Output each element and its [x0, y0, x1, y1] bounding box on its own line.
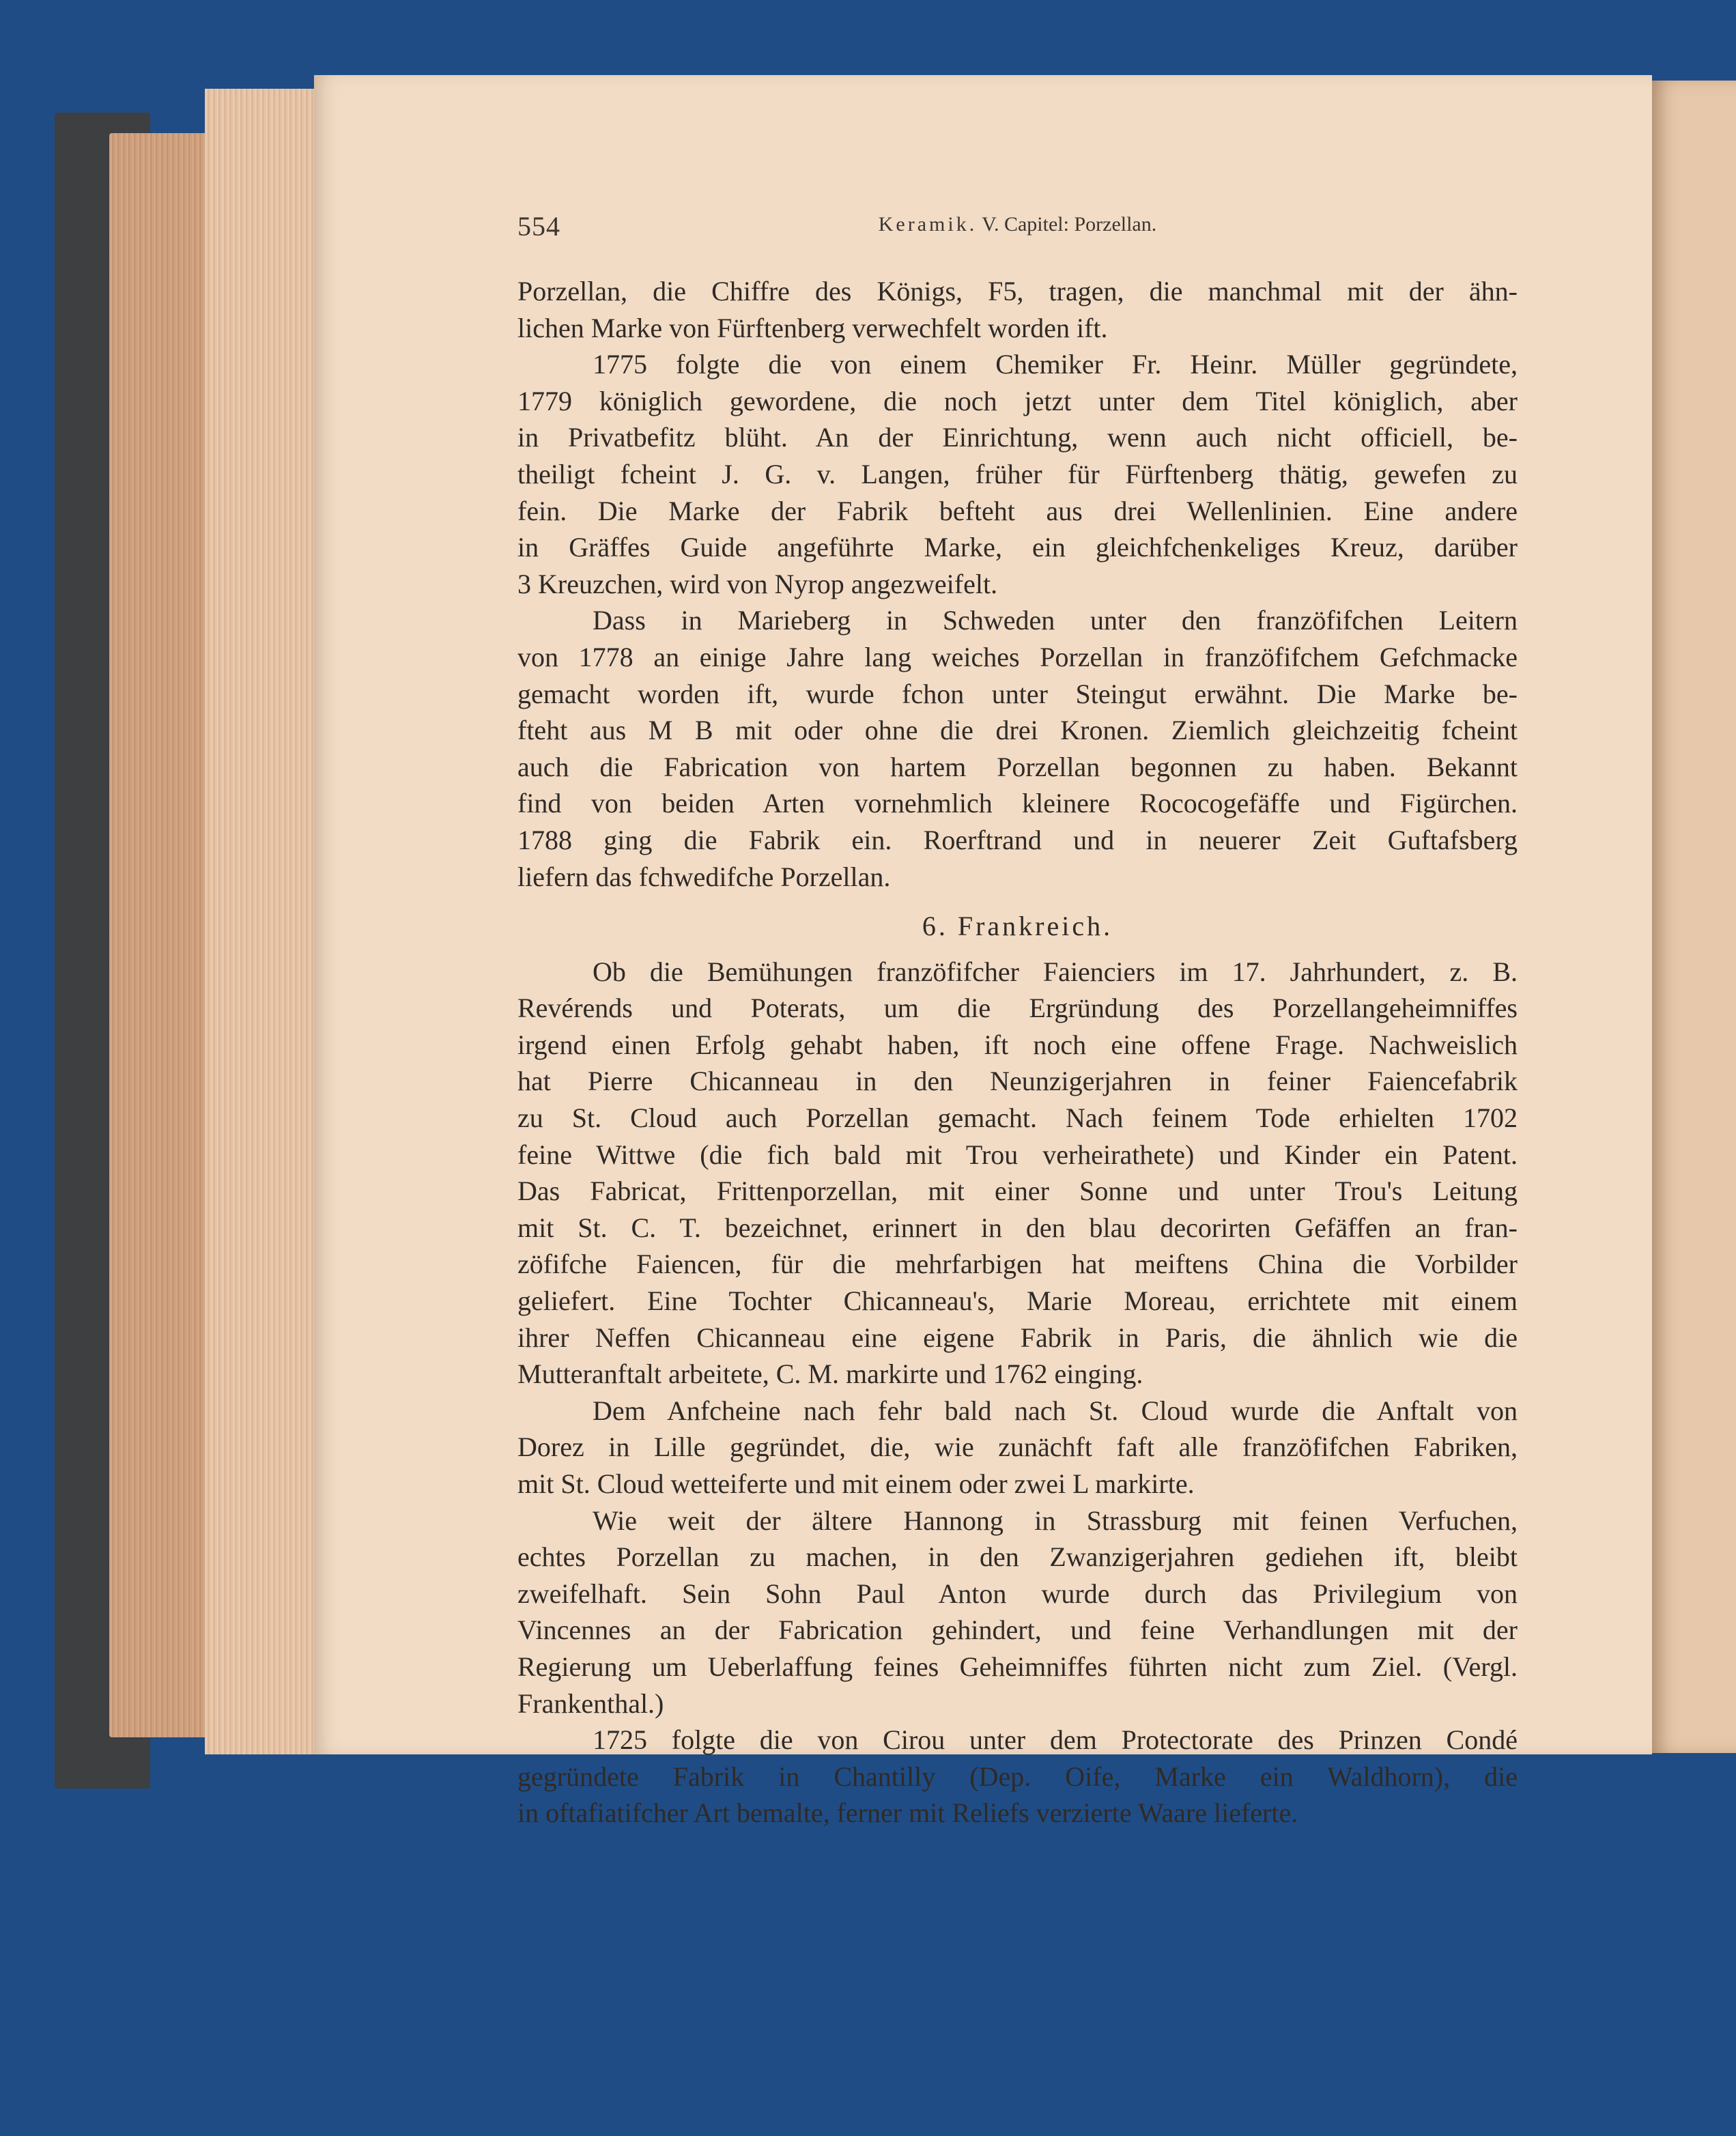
text-line: mit St. Cloud wetteiferte und mit einem oder zwei L markirte.: [517, 1468, 1195, 1499]
running-title-keramik: Keramik.: [878, 213, 978, 236]
text-line: hat Pierre Chicanneau in den Neunzigerjahren in feiner Faiencefabrik: [517, 1066, 1518, 1097]
text-line: von 1778 an einige Jahre lang weiches Porzellan in franzöfifchem Gefchmacke: [517, 641, 1518, 672]
text-line: Mutteranftalt arbeitete, C. M. markirte und 1762 einging.: [517, 1358, 1143, 1390]
text-line: geliefert. Eine Tochter Chicanneau's, Marie Moreau, errichtete mit einem: [517, 1285, 1518, 1317]
page-number: 554: [517, 211, 560, 242]
running-title: [517, 213, 1518, 236]
text-line: zu St. Cloud auch Porzellan gemacht. Nach feinem Tode erhielten 1702: [517, 1102, 1518, 1134]
page-edges-inner: [205, 89, 321, 1754]
section-heading: 6. Frankreich.: [922, 911, 1113, 942]
text-line: fteht aus M B mit oder ohne die drei Kronen. Ziemlich gleichzeitig fcheint: [517, 715, 1518, 746]
text-line: echtes Porzellan zu machen, in den Zwanzigerjahren gediehen ift, bleibt: [517, 1541, 1518, 1573]
facing-page-edge: [1651, 81, 1736, 1753]
text-line: Dorez in Lille gegründet, die, wie zunächft faft alle franzöfifchen Fabriken,: [517, 1432, 1518, 1463]
text-line: lichen Marke von Fürftenberg verwechfelt worden ift.: [517, 312, 1108, 343]
body-text: [517, 273, 1518, 1832]
text-line: feine Wittwe (die fich bald mit Trou verheirathete) und Kinder ein Patent.: [517, 1139, 1518, 1170]
text-line: in oftafiatifcher Art bemalte, ferner mit Reliefs verzierte Waare lieferte.: [517, 1797, 1298, 1829]
text-line: Vincennes an der Fabrication gehindert, und feine Verhandlungen mit der: [517, 1614, 1518, 1646]
text-line: Frankenthal.): [517, 1688, 664, 1719]
text-line: mit St. C. T. bezeichnet, erinnert in den blau decorirten Gefäffen an fran-: [517, 1212, 1518, 1243]
running-head: [517, 210, 1518, 251]
text-line: theiligt fcheint J. G. v. Langen, früher für Fürftenberg thätig, gewefen zu: [517, 458, 1518, 489]
text-line: Das Fabricat, Frittenporzellan, mit einer Sonne und unter Trou's Leitung: [517, 1176, 1518, 1207]
text-line: Revérends und Poterats, um die Ergründung des Porzellangeheimniffes: [517, 993, 1518, 1024]
text-line: 1725 folgte die von Cirou unter dem Protectorate des Prinzen Condé: [593, 1724, 1518, 1756]
text-line: 1779 königlich gewordene, die noch jetzt unter dem Titel königlich, aber: [517, 385, 1518, 416]
running-title-chapter: V. Capitel: Porzellan.: [982, 213, 1157, 236]
text-line: Wie weit der ältere Hannong in Strassburg mit feinen Verfuchen,: [593, 1505, 1518, 1536]
text-line: auch die Fabrication von hartem Porzellan begonnen zu haben. Bekannt: [517, 751, 1518, 782]
text-line: gemacht worden ift, wurde fchon unter Steingut erwähnt. Die Marke be-: [517, 678, 1518, 709]
paragraphs-after-heading: [517, 954, 1518, 1832]
text-line: 1788 ging die Fabrik ein. Roerftrand und in neuerer Zeit Guftafsberg: [517, 824, 1518, 855]
text-line: Regierung um Ueberlaffung feines Geheimniffes führten nicht zum Ziel. (Vergl.: [517, 1651, 1518, 1682]
text-line: find von beiden Arten vornehmlich kleinere Rococogefäffe und Figürchen.: [517, 788, 1518, 819]
text-line: 3 Kreuzchen, wird von Nyrop angezweifelt.: [517, 568, 998, 599]
text-line: zweifelhaft. Sein Sohn Paul Anton wurde durch das Privilegium von: [517, 1578, 1518, 1609]
text-line: in Gräffes Guide angeführte Marke, ein gleichfchenkeliges Kreuz, darüber: [517, 532, 1518, 563]
text-line: gegründete Fabrik in Chantilly (Dep. Oife, Marke ein Waldhorn), die: [517, 1761, 1518, 1792]
text-line: Porzellan, die Chiffre des Königs, F5, tragen, die manchmal mit der ähn-: [517, 276, 1518, 307]
text-line: Dem Anfcheine nach fehr bald nach St. Cloud wurde die Anftalt von: [593, 1395, 1518, 1426]
paragraphs-before-heading: [517, 273, 1518, 895]
text-line: Ob die Bemühungen franzöfifcher Faienciers im 17. Jahrhundert, z. B.: [593, 956, 1518, 987]
text-line: 1775 folgte die von einem Chemiker Fr. Heinr. Müller gegründete,: [593, 349, 1518, 380]
text-line: Dass in Marieberg in Schweden unter den franzöfifchen Leitern: [593, 605, 1518, 636]
text-line: fein. Die Marke der Fabrik befteht aus drei Wellenlinien. Eine andere: [517, 495, 1518, 526]
text-line: ihrer Neffen Chicanneau eine eigene Fabrik in Paris, die ähnlich wie die: [517, 1322, 1518, 1353]
text-line: in Privatbefitz blüht. An der Einrichtung, wenn auch nicht officiell, be-: [517, 422, 1518, 453]
text-line: irgend einen Erfolg gehabt haben, ift noch eine offene Frage. Nachweislich: [517, 1029, 1518, 1060]
text-line: zöfifche Faiencen, für die mehrfarbigen hat meiftens China die Vorbilder: [517, 1249, 1518, 1280]
text-line: liefern das fchwedifche Porzellan.: [517, 861, 891, 892]
